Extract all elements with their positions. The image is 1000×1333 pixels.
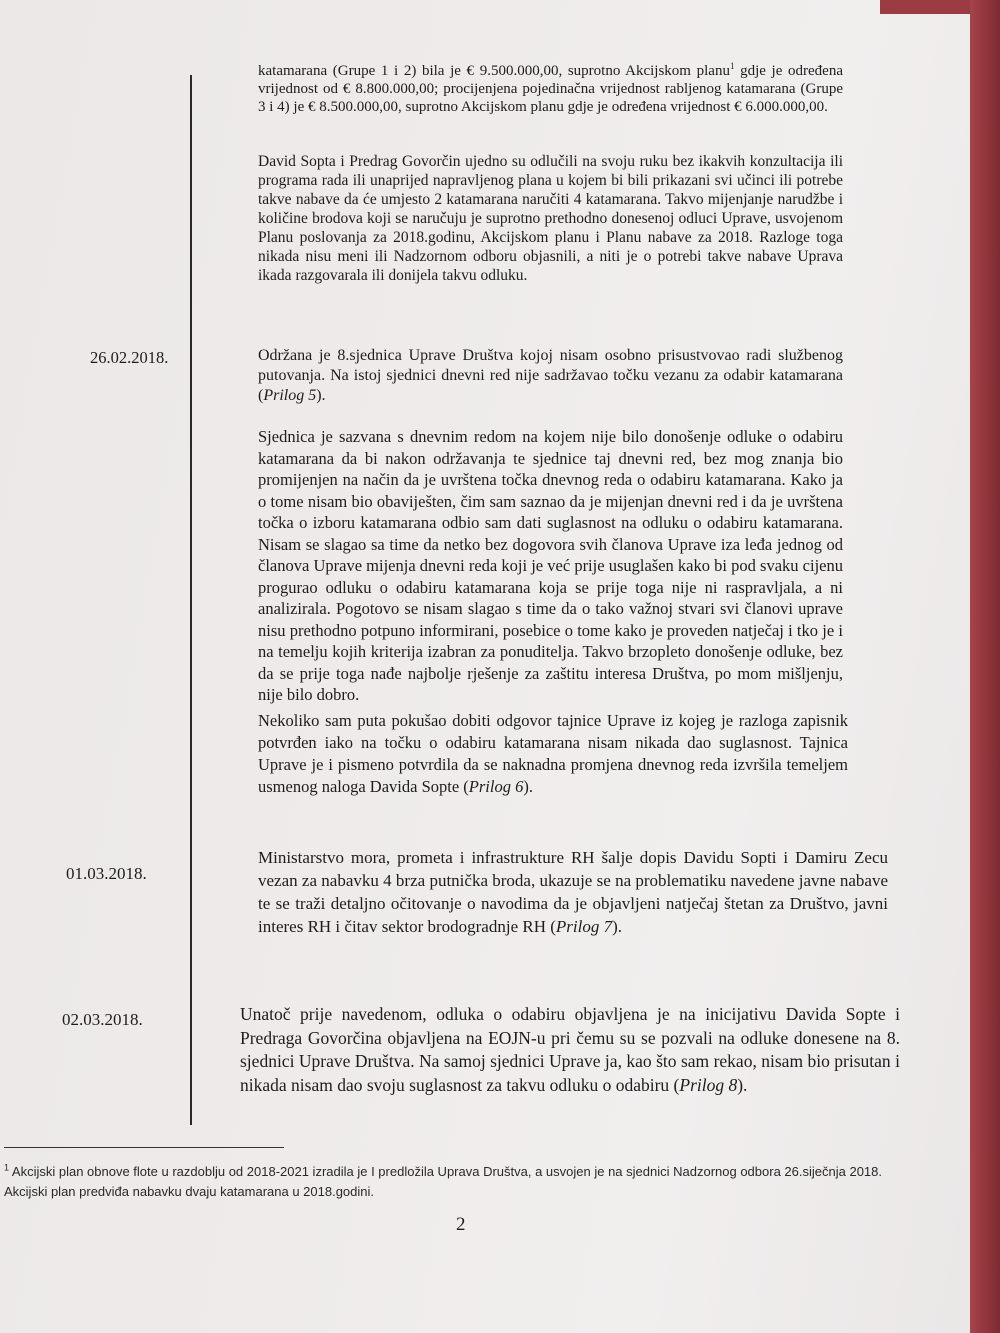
red-binder-corner bbox=[880, 0, 970, 14]
date-entry: 26.02.2018. bbox=[90, 348, 169, 367]
footnote bbox=[4, 1142, 884, 1202]
paragraph-order-change: David Sopta i Predrag Govorčin ujedno su odlučili na svoju ruku bez ikakvih konzultacija ili programa rada ili unaprijed napravljenog plana u kojem bi bili prikazani svi učinci ili potrebe takve nabave da će umjesto 2 katamarana naručiti 4 katamarana. Takvo mijenjanje narudžbe i količine brodova koji se naručuju je suprotno prethodno donesenoj odluci Uprave, usvojenom Planu poslovanja za 2018.godinu, Akcijskom planu i Planu nabave za 2018. Razloge toga nikada nisu meni ili Nadzornom odboru objasnili, a niti je o potrebi takve nabave Uprava ikada razgovarala ili donijela takvu odluku. bbox=[258, 153, 843, 284]
red-binder-edge bbox=[970, 0, 1000, 1333]
paragraph-text: ). bbox=[316, 387, 326, 404]
paragraph-text: katamarana (Grupe 1 i 2) bila je € 9.500.000,00, suprotno Akcijskom planu bbox=[258, 63, 730, 79]
page-number: 2 bbox=[456, 1214, 466, 1235]
paragraph-text: ). bbox=[612, 917, 623, 936]
paragraph-text: gdje je određena vrijednost od € 8.800.000,00; procijenjena pojedinačna vrijednost rabljenog katamarana (Grupe 3 i 4) je € 8.500.000,00, suprotno Akcijskom planu gdje je određena vrijednost € 6.000.000,00. bbox=[258, 63, 843, 115]
footnote-text: Akcijski plan obnove flote u razdoblju od 2018-2021 izradila je I predložila Uprava Društva, a usvojen je na sjednici Nadzornog odbora 26.siječnja 2018. Akcijski plan predviđa nabavku dvaju katamarana u 2018.godini. bbox=[4, 1164, 882, 1199]
attachment-reference: Prilog 5 bbox=[263, 387, 317, 404]
paragraph-ministry-letter bbox=[258, 846, 888, 938]
margin-rule bbox=[190, 75, 192, 1125]
paragraph-eighth-session bbox=[258, 346, 843, 406]
paragraph-text: ). bbox=[737, 1074, 748, 1095]
paragraph-eojn-publication bbox=[240, 1003, 900, 1097]
footnote-mark: 1 bbox=[4, 1162, 10, 1173]
paragraph-secretary bbox=[258, 710, 848, 798]
paragraph-text: Nekoliko sam puta pokušao dobiti odgovor tajnice Uprave iz kojeg je razloga zapisnik potvrđen iako na točku o odabiru katamarana nisam nikada dao suglasnost. Tajnica Uprave je i pismeno potvrdila da se naknadna promjena dnevnog reda izvršila temeljem usmenog naloga Davida Sopte ( bbox=[258, 711, 848, 796]
attachment-reference: Prilog 8 bbox=[679, 1074, 738, 1095]
paragraph-text: ). bbox=[523, 777, 533, 796]
attachment-reference: Prilog 6 bbox=[468, 777, 524, 796]
date-entry: 02.03.2018. bbox=[62, 1010, 143, 1029]
footnote-reference: 1 bbox=[729, 61, 735, 71]
date-entry: 01.03.2018. bbox=[66, 864, 147, 883]
paragraph-text: Održana je 8.sjednica Uprave Društva kojoj nisam osobno prisustvovao radi službenog putovanja. Na istoj sjednici dnevni red nije sadržavao točku vezanu za odabir katamarana ( bbox=[258, 347, 843, 404]
paragraph-agenda-change: Sjednica je sazvana s dnevnim redom na kojem nije bilo donošenje odluke o odabiru katamarana da bi nakon održavanja te sjednice taj dnevni red, bez mog znanja bio promijenjen na način da je uvrštena točka dnevnog reda o odabiru katamarana. Kako ja o tome nisam bio obaviješten, čim sam saznao da je mijenjan dnevni red i da je uvrštena točka o izboru katamarana odbio sam dati suglasnost na odluku o odabiru katamarana. Nisam se slagao sa time da netko bez dogovora svih članova Uprave iza leđa jednog od članova Uprave mijenja dnevni reda koji je već prije usuglašen kako bi pod svaku cijenu progurao odluku o odabiru katamarana koja se prije toga nije ni raspravljala, a ni analizirala. Pogotovo se nisam slagao s time da o tako važnoj stvari svi članovi uprave nisu prethodno potpuno informirani, posebice o tome kako je proveden natječaj i tko je i na temelju kojih kriterija izabran za ponuditelja. Takvo brzopleto donošenje odluke, bez da se prije toga nađe najbolje rješenje za zaštitu interesa Društva, po mom mišljenju, nije bilo dobro. bbox=[258, 427, 843, 704]
paragraph-price-comparison bbox=[258, 62, 843, 116]
attachment-reference: Prilog 7 bbox=[555, 917, 613, 936]
paragraph-text: Ministarstvo mora, prometa i infrastrukture RH šalje dopis Davidu Sopti i Damiru Zecu vezan za nabavku 4 brza putnička broda, ukazuje se na problematiku navedene javne nabave te se traži detaljno očitovanje o navodima da je objavljeni natječaj štetan za Društvo, javni interes RH i čitav sektor brodogradnje RH ( bbox=[258, 848, 888, 936]
paragraph-text: Unatoč prije navedenom, odluka o odabiru objavljena je na inicijativu Davida Sopte i Predraga Govorčina objavljena na EOJN-u pri čemu su se pozvali na odluke donesene na 8. sjednici Uprave Društva. Na samoj sjednici Uprave ja, kao što sam rekao, nisam bio prisutan i nikada nisam dao svoju suglasnost za takvu odluku o odabiru ( bbox=[240, 1004, 900, 1095]
